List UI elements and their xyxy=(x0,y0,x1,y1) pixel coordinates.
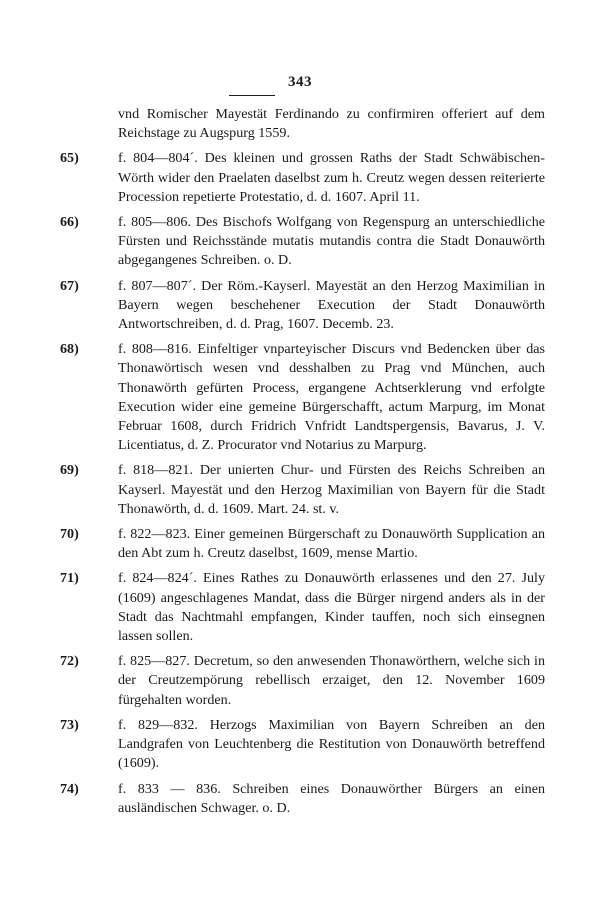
entry-66 xyxy=(60,213,545,271)
entry-73 xyxy=(60,716,545,774)
page-number-rule xyxy=(229,95,275,96)
entry-number: 74) xyxy=(60,780,79,797)
entry-number: 65) xyxy=(60,150,79,167)
entry-70 xyxy=(60,525,545,563)
entry-number: 73) xyxy=(60,716,79,733)
entry-number: 69) xyxy=(60,462,79,479)
entry-number: 68) xyxy=(60,341,79,358)
entry-text: f. 822—823. Einer gemeinen Bürgerschaft zu Donauwörth Supplication an den Abt zum h. Creutz daselbst, 1609, mense Martio. xyxy=(118,526,545,562)
entry-text: f. 807—807´. Der Röm.-Kayserl. Mayestät an den Herzog Maximilian in Bayern wegen beschehener Execution der Stadt Donauwörth Antwortschreiben, d. d. Prag, 1607. Decemb. 23. xyxy=(118,277,545,333)
entry-text: f. 818—821. Der unierten Chur- und Fürsten des Reichs Schreiben an Kayserl. Mayestät und den Herzog Maximilian von Bayern für die Stadt Thonawörth, d. d. 1609. Mart. 24. st. v. xyxy=(118,462,545,517)
entry-number: 72) xyxy=(60,653,79,670)
entry-text: f. 804—804´. Des kleinen und grossen Raths der Stadt Schwäbischen-Wörth wider den Praelaten daselbst zum h. Creutz wegen dessen reiterierte Procession repetierte Protestatio, d. d. 1607. April 11. xyxy=(118,150,545,205)
entry-67 xyxy=(60,277,545,335)
entry-71 xyxy=(60,569,545,646)
entry-number: 71) xyxy=(60,570,79,587)
entry-number: 67) xyxy=(60,277,79,294)
entry-number: 66) xyxy=(60,214,79,231)
entry-text: f. 808—816. Einfeltiger vnparteyischer Discurs vnd Bedencken über das Thonawörtisch wesen vnd desshalben zu Prag vnd München, auch Thonawörth gefürten Process, ergangene Achtserklerung vnd erfolgte Execution wider eine gemeine Bürgerschafft, actum Marpurg, im Monat Februar 1608, durch Fridrich Vnfridt Landtspergensis, Bavarus, J. V. Licentiatus, d. Z. Procurator vnd Notarius zu Marpurg. xyxy=(118,341,545,454)
entry-text: f. 824—824´. Eines Rathes zu Donauwörth erlassenes und den 27. July (1609) angeschlagenes Mandat, dass die Bürger nirgend anders als in der Stadt das Nachtmahl empfangen, Kinder tauffen, noch sich einsegnen lassen sollen. xyxy=(118,570,545,645)
entry-text: f. 829—832. Herzogs Maximilian von Bayern Schreiben an den Landgrafen von Leuchtenberg die Restitution von Donauwörth betreffend (1609). xyxy=(118,716,545,772)
entry-74 xyxy=(60,780,545,818)
continued-entry-text: vnd Romischer Mayestät Ferdinando zu confirmiren offeriert auf dem Reichstage zu Augspurg 1559. xyxy=(118,106,545,142)
entry-72 xyxy=(60,652,545,710)
page-number: 343 xyxy=(288,74,312,90)
entry-text: f. 805—806. Des Bischofs Wolfgang von Regenspurg an unterschiedliche Fürsten und Reichsstände mutatis mutandis contra die Stadt Donauwörth abgegangenes Schreiben. o. D. xyxy=(118,214,545,269)
entry-number: 70) xyxy=(60,526,79,543)
entry-68 xyxy=(60,340,545,455)
entry-list xyxy=(60,105,545,824)
entry-text: f. 833 — 836. Schreiben eines Donauwörther Bürgers an einen ausländischen Schwager. o. D. xyxy=(118,780,545,816)
entry-65 xyxy=(60,149,545,207)
entry-text: f. 825—827. Decretum, so den anwesenden Thonawörthern, welche sich in der Creutzempörung rebellisch erzaiget, den 12. November 1609 fürgehalten worden. xyxy=(118,653,545,708)
entry-69 xyxy=(60,461,545,519)
